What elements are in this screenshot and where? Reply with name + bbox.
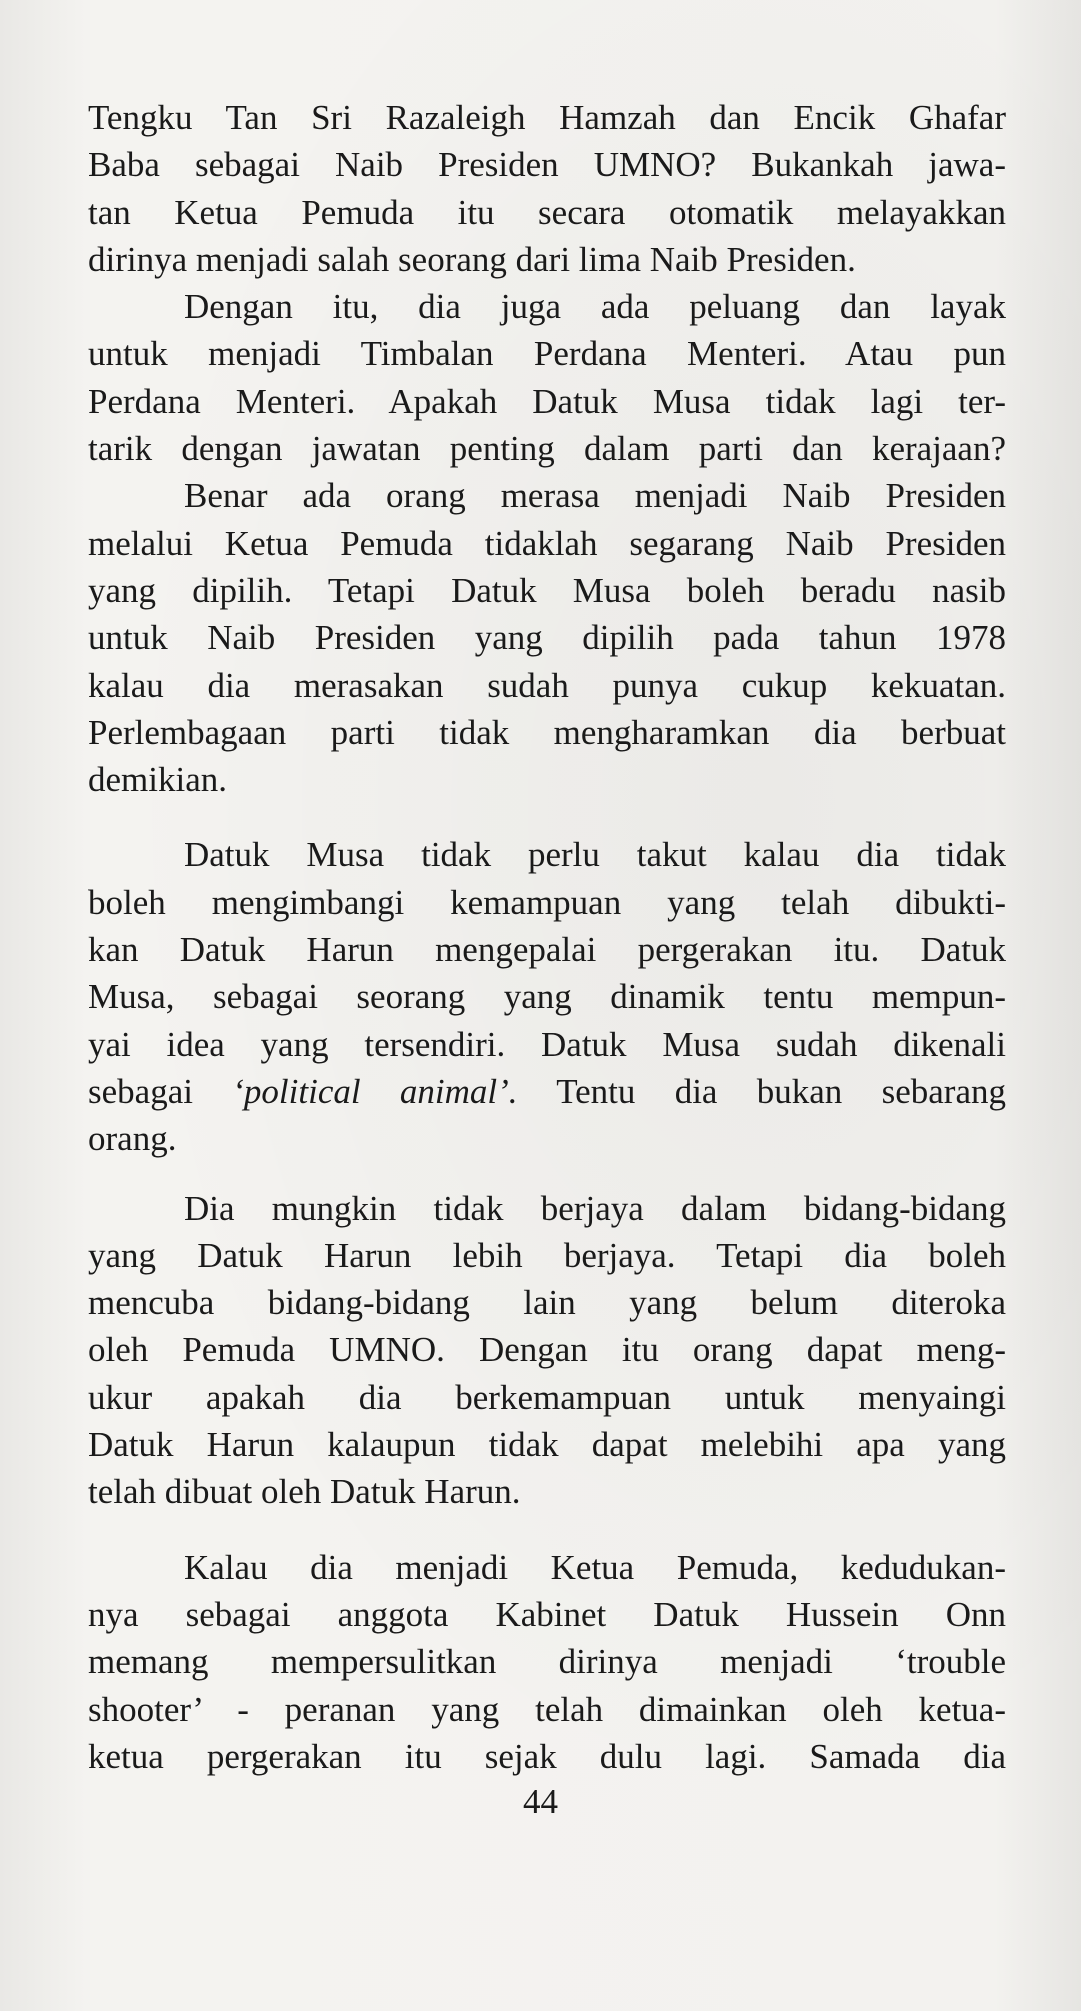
text-line: orang. bbox=[88, 1119, 177, 1159]
text-line: nya sebagai anggota Kabinet Datuk Hussein Onn bbox=[88, 1594, 1006, 1634]
paragraph-3 bbox=[88, 472, 1006, 803]
text-line: ketua pergerakan itu sejak dulu lagi. Samada dia bbox=[88, 1736, 1006, 1776]
text-line: yang Datuk Harun lebih berjaya. Tetapi dia boleh bbox=[88, 1235, 1006, 1275]
text-line: Perdana Menteri. Apakah Datuk Musa tidak lagi ter- bbox=[88, 381, 1006, 421]
paragraph-1 bbox=[88, 94, 1006, 283]
text-line: untuk Naib Presiden yang dipilih pada tahun 1978 bbox=[88, 618, 1006, 658]
text-line: Dengan itu, dia juga ada peluang dan layak bbox=[184, 287, 1006, 327]
text-line: melalui Ketua Pemuda tidaklah segarang Naib Presiden bbox=[88, 523, 1006, 563]
text-line: Kalau dia menjadi Ketua Pemuda, kedudukan- bbox=[184, 1547, 1006, 1587]
text-line: dirinya menjadi salah seorang dari lima Naib Presiden. bbox=[88, 239, 856, 279]
text-line: yang dipilih. Tetapi Datuk Musa boleh beradu nasib bbox=[88, 570, 1006, 610]
text-line: memang mempersulitkan dirinya menjadi ‘trouble bbox=[88, 1642, 1006, 1682]
text-line: Tengku Tan Sri Razaleigh Hamzah dan Encik Ghafar bbox=[88, 98, 1006, 137]
paragraph-4 bbox=[88, 831, 1006, 1162]
text-line: Perlembagaan parti tidak mengharamkan dia berbuat bbox=[88, 712, 1006, 752]
line-text-after: Tentu dia bukan sebarang bbox=[517, 1071, 1006, 1111]
text-line: Datuk Musa tidak perlu takut kalau dia tidak bbox=[184, 835, 1006, 875]
text-line: Benar ada orang merasa menjadi Naib Presiden bbox=[184, 476, 1006, 516]
text-line: untuk menjadi Timbalan Perdana Menteri. Atau pun bbox=[88, 334, 1006, 374]
text-line: tarik dengan jawatan penting dalam parti dan kerajaan? bbox=[88, 429, 1006, 469]
paragraph-6 bbox=[88, 1544, 1006, 1780]
paragraph-gap bbox=[88, 1516, 1006, 1544]
text-line: Baba sebagai Naib Presiden UMNO? Bukankah jawa- bbox=[88, 145, 1006, 185]
text-line: demikian. bbox=[88, 760, 227, 800]
text-line: yai idea yang tersendiri. Datuk Musa sudah dikenali bbox=[88, 1024, 1006, 1064]
text-line: Dia mungkin tidak berjaya dalam bidang-bidang bbox=[184, 1188, 1006, 1228]
text-line: telah dibuat oleh Datuk Harun. bbox=[88, 1472, 521, 1512]
text-line: tan Ketua Pemuda itu secara otomatik melayakkan bbox=[88, 192, 1006, 232]
text-line: mencuba bidang-bidang lain yang belum diteroka bbox=[88, 1283, 1006, 1323]
paragraph-gap bbox=[88, 803, 1006, 831]
text-line: shooter’ - peranan yang telah dimainkan oleh ketua- bbox=[88, 1689, 1006, 1729]
line-text-before: sebagai bbox=[88, 1071, 233, 1111]
text-line: kan Datuk Harun mengepalai pergerakan itu. Datuk bbox=[88, 930, 1006, 970]
text-line: Musa, sebagai seorang yang dinamik tentu mempun- bbox=[88, 977, 1006, 1017]
text-line: Datuk Harun kalaupun tidak dapat melebihi apa yang bbox=[88, 1425, 1006, 1465]
text-line: boleh mengimbangi kemampuan yang telah dibukti- bbox=[88, 882, 1006, 922]
emphasis-text: ‘political animal’. bbox=[232, 1071, 518, 1111]
paragraph-5 bbox=[88, 1185, 1006, 1516]
text-line bbox=[88, 1068, 1006, 1115]
paragraph-gap bbox=[88, 1163, 1006, 1185]
text-line: oleh Pemuda UMNO. Dengan itu orang dapat meng- bbox=[88, 1330, 1006, 1370]
body-text bbox=[88, 94, 1006, 1780]
text-line: kalau dia merasakan sudah punya cukup kekuatan. bbox=[88, 665, 1006, 705]
paragraph-2 bbox=[88, 283, 1006, 472]
page-number: 44 bbox=[523, 1782, 558, 1821]
text-line: ukur apakah dia berkemampuan untuk menyaingi bbox=[88, 1377, 1006, 1417]
